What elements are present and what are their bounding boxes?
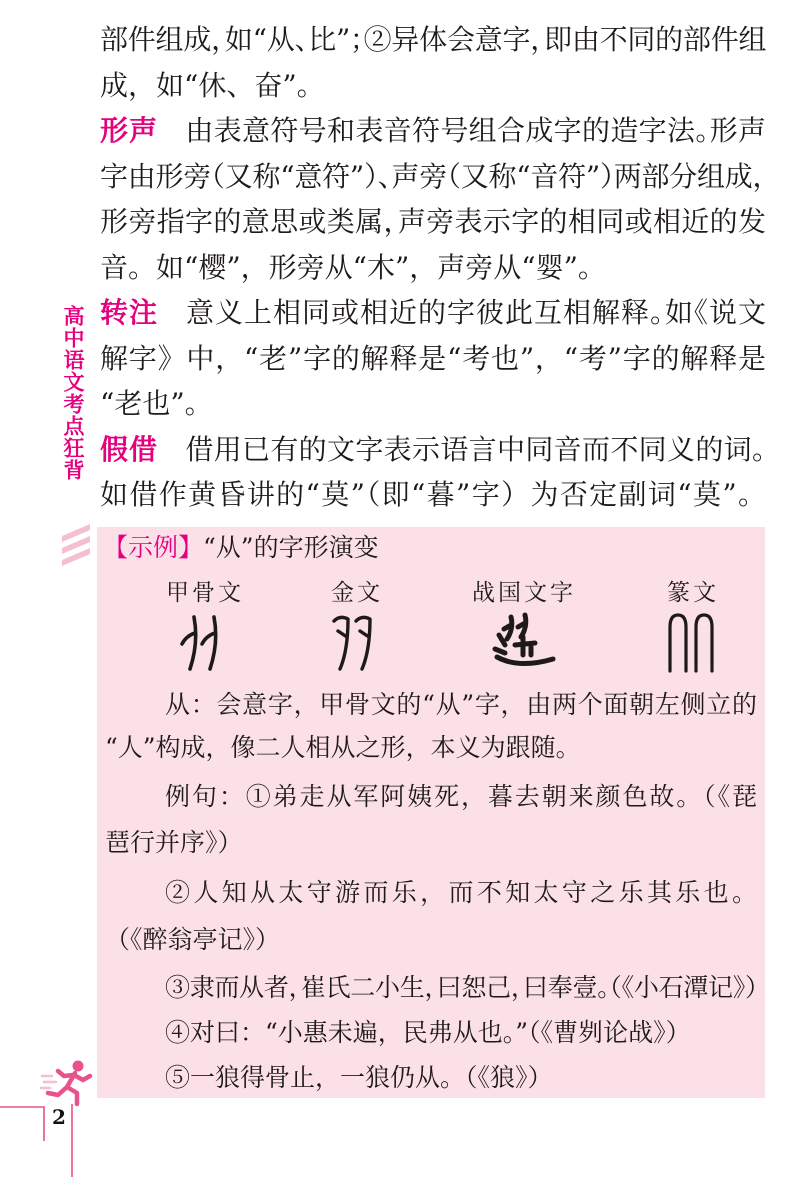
seal-script-glyph	[658, 607, 728, 677]
example-sentence-line: ②人知从太守游而乐，而不知太守之乐其乐也。	[165, 878, 757, 907]
term-line-jiajie	[100, 427, 766, 473]
text-line: “老也”。	[100, 387, 213, 420]
explanation-line: “人”构成，像二人相从之形，本义为跟随。	[105, 733, 581, 762]
stage-label-seal-script: 篆文	[667, 580, 719, 606]
text-line: 成，如“休、奋”。	[100, 68, 325, 102]
example-heading	[103, 530, 379, 566]
text-line: 部件组成，如“从、比”；②异体会意字，即由不同的部件组	[100, 23, 766, 56]
bronze-inscription-glyph	[322, 607, 392, 677]
page-number-rules	[0, 1098, 80, 1177]
term-label: 形声	[100, 114, 159, 147]
glyph-strokes	[334, 617, 370, 669]
diagonal-stripes-icon	[60, 522, 94, 570]
runner-head	[73, 1061, 84, 1072]
example-sentence-line: ⑤一狼得骨止，一狼仍从。（《狼》）	[165, 1063, 553, 1092]
glyph-strokes	[670, 615, 712, 671]
example-box	[97, 527, 765, 1098]
stripes-shape	[62, 524, 90, 566]
book-series-title: 高中语文考点狂背	[61, 305, 85, 481]
example-tag: 【示例】	[103, 533, 204, 562]
term-line-xingsheng	[100, 108, 766, 154]
term-text: 意义上相同或相近的字彼此互相解释。如《说文	[185, 296, 766, 329]
example-sentence-line: ③隶而从者，崔氏二小生，曰恕己，曰奉壹。（《小石潭记》）	[165, 973, 757, 1002]
example-sentence-line: 琶行并序》）	[105, 828, 243, 857]
example-title: “从”的字形演变	[203, 533, 379, 562]
term-text: 由表意符号和表音符号组合成字的造字法。形声	[185, 114, 766, 147]
glyph-strokes	[182, 617, 216, 669]
glyph-strokes	[495, 615, 553, 664]
text-line: 形旁指字的意思或类属，声旁表示字的相同或相近的发	[100, 205, 766, 238]
text-line: 字由形旁（又称“意符”）、声旁（又称“音符”）两部分组成，	[100, 159, 766, 193]
term-label: 转注	[100, 296, 159, 329]
speed-lines	[40, 1076, 56, 1088]
main-text	[100, 17, 766, 518]
term-label: 假借	[100, 432, 159, 466]
stage-label-warring-states: 战国文字	[472, 580, 576, 606]
example-sentence-line: 例句：①弟走从军阿姨死，暮去朝来颜色故。（《琵	[165, 782, 757, 811]
text-line: 如借作黄昏讲的“莫”（即“暮”字）为否定副词“莫”。	[100, 478, 766, 511]
oracle-bone-glyph	[170, 607, 240, 677]
term-line-zhuanzhu	[100, 290, 766, 336]
page-number: 2	[52, 1105, 66, 1129]
stage-label-oracle-bone: 甲骨文	[166, 580, 244, 606]
example-sentence-line: （《醉翁亭记》）	[105, 925, 281, 954]
example-sentence-line: ④对曰：“小惠未遍，民弗从也。”（《曹刿论战》）	[165, 1018, 691, 1047]
stage-label-bronze: 金文	[331, 580, 383, 606]
explanation-line: 从：会意字，甲骨文的“从”字，由两个面朝左侧立的	[165, 690, 757, 719]
term-text: 借用已有的文字表示语言中同音而不同义的词。	[185, 432, 766, 466]
text-line: 解字》中，“老”字的解释是“考也”，“考”字的解释是	[100, 341, 766, 375]
text-line: 音。如“樱”，形旁从“木”，声旁从“婴”。	[100, 250, 606, 284]
warring-states-glyph	[489, 607, 559, 677]
